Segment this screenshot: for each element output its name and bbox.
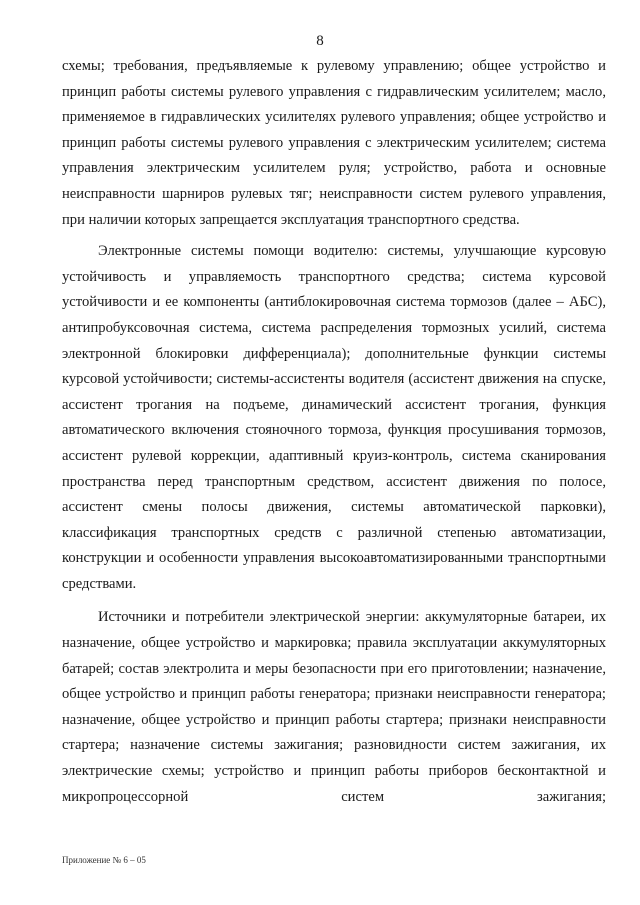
paragraph-driver-assist-systems: Электронные системы помощи водителю: системы, улучшающие курсовую устойчивость и управляемость транспортного средства; система курсовой устойчивости и ее компоненты (антиблокировочная система тормозов (далее – АБС), антипробуксовочная система, система распределения тормозных усилий, система электронной блокировки дифференциала); дополнительные функции системы курсовой устойчивости; системы-ассистенты водителя (ассистент движения на спуске, ассистент трогания на подъеме, динамический ассистент трогания, функция автоматического включения стояночного тормоза, функция просушивания тормозов, ассистент рулевой коррекции, адаптивный круиз-контроль, система сканирования пространства перед транспортным средством, ассистент движения по полосе, ассистент смены полосы движения, системы автоматической парковки), классификация транспортных средств с различной степенью автоматизации, конструкции и особенности управления высокоавтоматизированными транспортными средствами. bbox=[62, 243, 606, 592]
document-body bbox=[62, 54, 606, 810]
page-footer: Приложение № 6 – 05 bbox=[62, 855, 146, 865]
paragraph-steering-continuation: схемы; требования, предъявляемые к рулевому управлению; общее устройство и принцип работы системы рулевого управления с гидравлическим усилителем; масло, применяемое в гидравлических усилителях рулевого управления; общее устройство и принцип работы системы рулевого управления с электрическим усилителем; система управления электрическим усилителем руля; устройство, работа и основные неисправности шарниров рулевых тяг; неисправности систем рулевого управления, при наличии которых запрещается эксплуатация транспортного средства. bbox=[62, 58, 606, 228]
page-number: 8 bbox=[316, 33, 324, 49]
paragraph-electrical-energy: Источники и потребители электрической энергии: аккумуляторные батареи, их назначение, общее устройство и маркировка; правила эксплуатации аккумуляторных батарей; состав электролита и меры безопасности при его приготовлении; назначение, общее устройство и принцип работы генератора; признаки неисправности генератора; назначение, общее устройство и принцип работы стартера; признаки неисправности стартера; назначение системы зажигания; разновидности систем зажигания, их электрические схемы; устройство и принцип работы приборов бесконтактной и микропроцессорной систем зажигания; bbox=[62, 609, 606, 805]
